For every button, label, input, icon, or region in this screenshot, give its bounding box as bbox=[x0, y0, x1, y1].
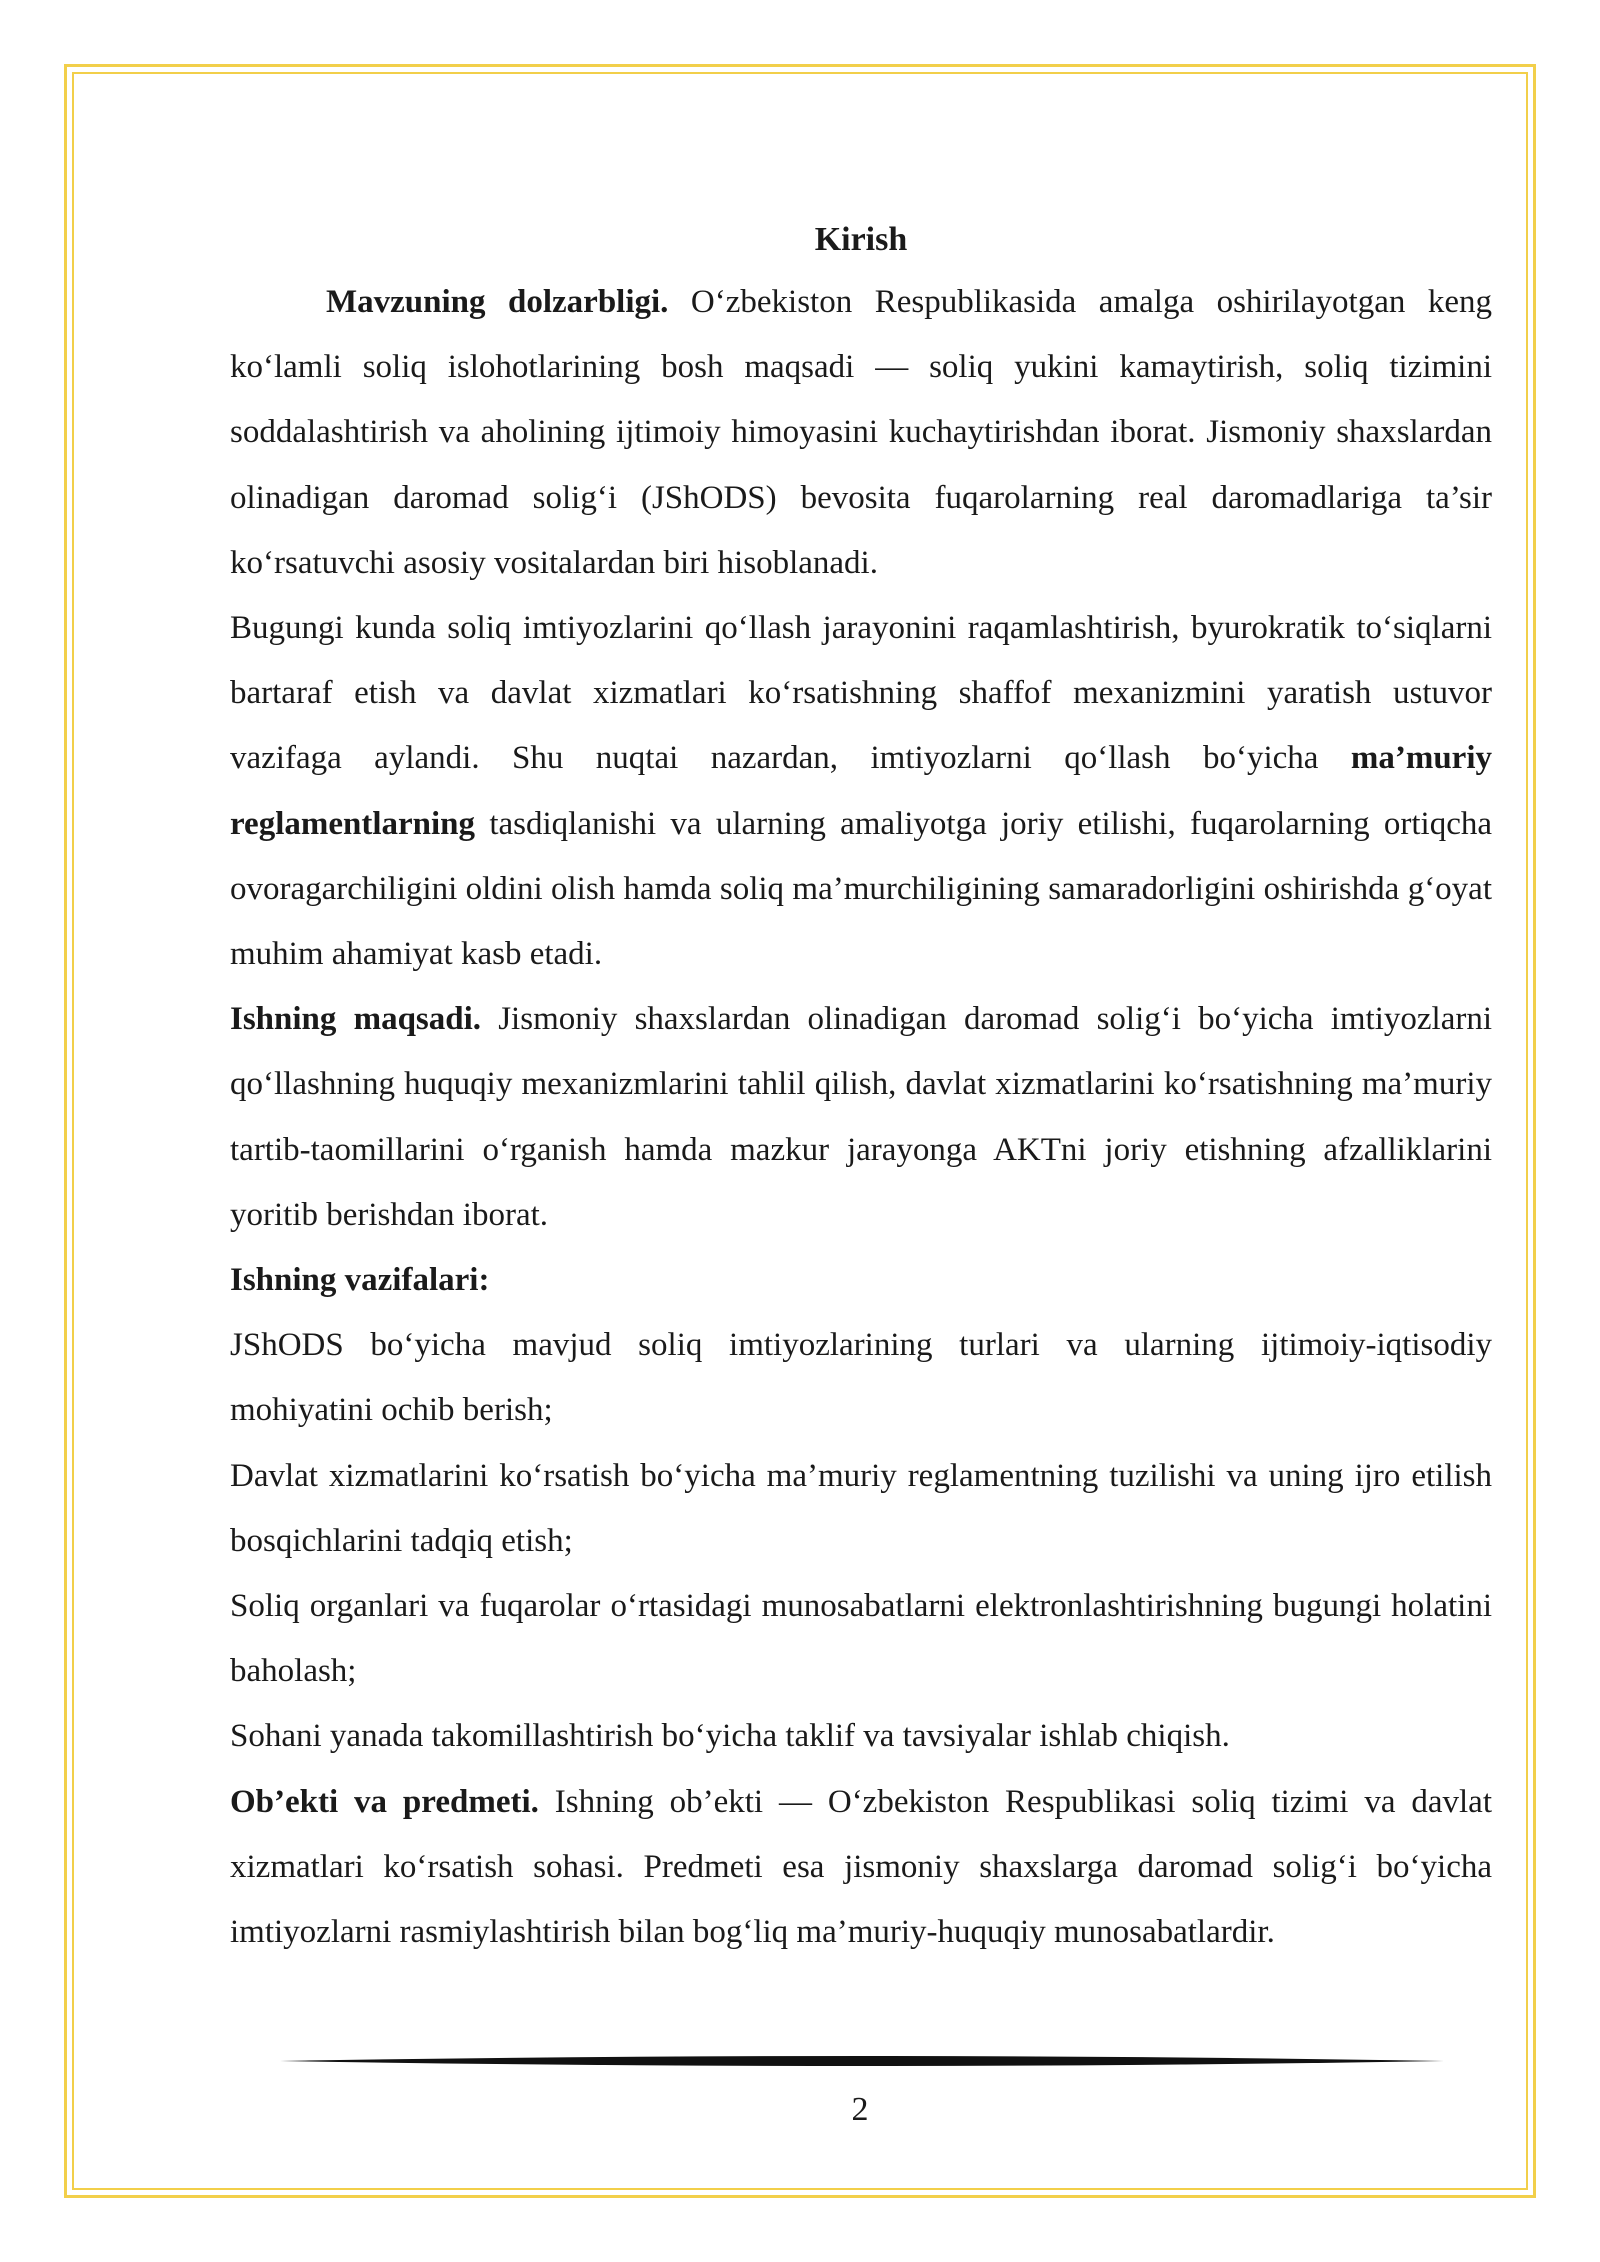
footer-divider bbox=[280, 2052, 1444, 2070]
list-item: Soliq organlari va fuqarolar o‘rtasidagi munosabatlarni elektronlashtirishning bugungi holatini baholash; bbox=[230, 1588, 1492, 1690]
list-item: Davlat xizmatlarini ko‘rsatish bo‘yicha ma’muriy reglamentning tuzilishi va uning ijro etilish bosqichlarini tadqiq etish; bbox=[230, 1457, 1492, 1559]
section-label-obyekt: Ob’ekti va predmeti. bbox=[230, 1783, 539, 1820]
bold-term-reglament: ma’muriy reglamentlarning bbox=[230, 740, 1492, 842]
paragraph-obyekt bbox=[230, 1770, 1492, 1966]
page-content bbox=[230, 210, 1492, 1965]
paragraph-text-bugungi-start: Bugungi kunda soliq imtiyozlarini qo‘llash jarayonini raqamlashtirish, byurokratik to‘siqlarni bartaraf etish va davlat xizmatlari ko‘rsatishning shaffof mexanizmini yaratish ustuvor vazifaga aylandi. Shu nuqtai nazardan, imtiyozlarni qo‘llash bo‘yicha bbox=[230, 610, 1492, 777]
list-item: Sohani yanada takomillashtirish bo‘yicha taklif va tavsiyalar ishlab chiqish. bbox=[230, 1718, 1230, 1755]
paragraph-text-bugungi-end: tasdiqlanishi va ularning amaliyotga joriy etilishi, fuqarolarning ortiqcha ovoragarchiligini oldini olish hamda soliq ma’murchiligining samaradorligini oshirishda g‘oyat muhim ahamiyat kasb etadi. bbox=[230, 805, 1492, 973]
paragraph-dolzarblik bbox=[230, 270, 1492, 596]
vazifalar-heading: Ishning vazifalari: bbox=[230, 1262, 490, 1299]
section-label-vazifalar bbox=[230, 1248, 1492, 1313]
paragraph-text-dolzarblik: O‘zbekiston Respublikasida amalga oshirilayotgan keng ko‘lamli soliq islohotlarining bosh maqsadi — soliq yukini kamaytirish, soliq tizimini soddalashtirish va aholining ijtimoiy himoyasini kuchaytirishdan iborat. Jismoniy shaxslardan olinadigan daromad solig‘i (JShODS) bevosita fuqarolarning real daromadlariga ta’sir ko‘rsatuvchi asosiy vositalardan biri hisoblanadi. bbox=[230, 284, 1492, 581]
section-label-dolzarblik: Mavzuning dolzarbligi. bbox=[326, 284, 669, 320]
paragraph-bugungi bbox=[230, 596, 1492, 987]
section-label-maqsad: Ishning maqsadi. bbox=[230, 1001, 482, 1038]
paragraph-text-obyekt: Ishning ob’ekti — O‘zbekiston Respublikasi soliq tizimi va davlat xizmatlari ko‘rsatish sohasi. Predmeti esa jismoniy shaxslarga daromad solig‘i bo‘yicha imtiyozlarni rasmiylashtirish bilan bog‘liq ma’muriy-huquqiy munosabatlardir. bbox=[230, 1783, 1492, 1951]
paragraph-maqsad bbox=[230, 987, 1492, 1248]
page-number: 2 bbox=[851, 2091, 869, 2128]
page-title: Kirish bbox=[814, 221, 908, 258]
paragraph-text-maqsad: Jismoniy shaxslardan olinadigan daromad solig‘i bo‘yicha imtiyozlarni qo‘llashning huquqiy mexanizmlarini tahlil qilish, davlat xizmatlarini ko‘rsatishning ma’muriy tartib-taomillarini o‘rganish hamda mazkur jarayonga AKTni joriy etishning afzalliklarini yoritib berishdan iborat. bbox=[230, 1001, 1493, 1233]
list-item: JShODS bo‘yicha mavjud soliq imtiyozlarining turlari va ularning ijtimoiy-iqtisodiy mohiyatini ochib berish; bbox=[230, 1327, 1492, 1429]
